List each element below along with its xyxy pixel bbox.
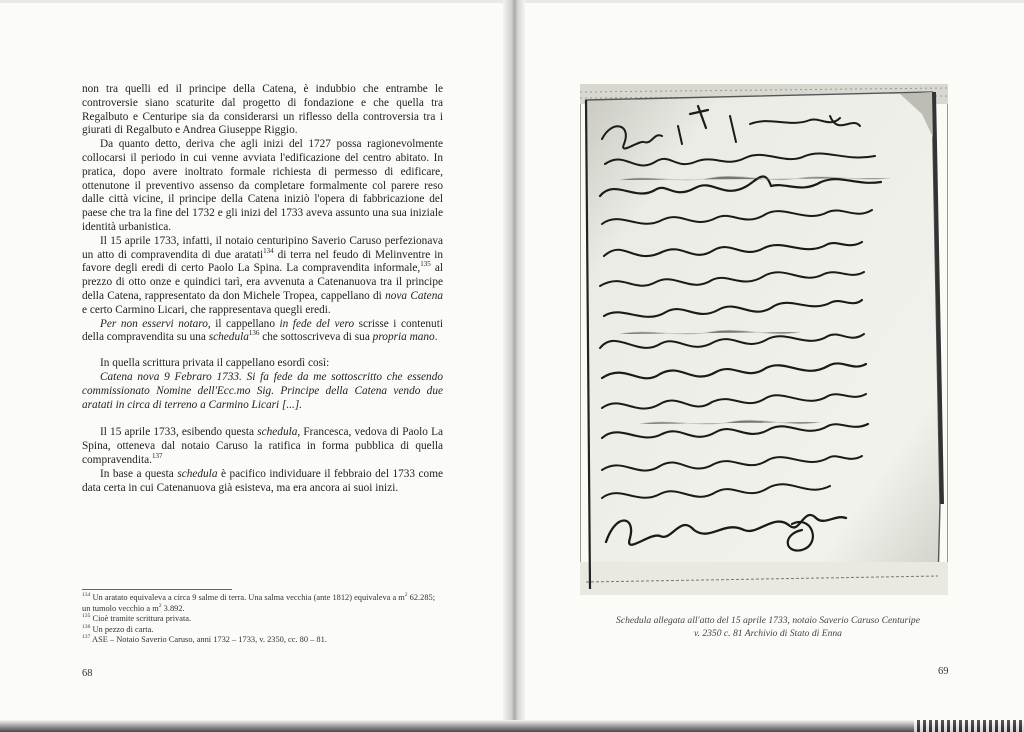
manuscript-photo: [580, 84, 948, 595]
paragraph-5: In quella scrittura privata il cappellano esordì così:: [100, 357, 330, 370]
paragraph-2: Da quanto detto, deriva che agli inizi del 1727 possa ragionevolmente collocarsi il periodo in cui venne avviata l'edificazione del centro abitato. In pratica, dopo avere inoltrato formale richiesta di permesso di edificare, ottenutone il preventivo assenso da completare formalmente col parere reso dalle città vicine, il principe della Catena iniziò l'opera di fabbricazione del paese che tra la fine del 1732 e gli inizi del 1733 aveva assunto una sua iniziale identità urbanistica.: [82, 138, 443, 233]
paragraph-6: Il 15 aprile 1733, esibendo questa schedula, Francesca, vedova di Paolo La Spina, otteneva dal notaio Caruso la ratifica in forma pubblica di quella compravendita.$^{137}$: [82, 426, 443, 466]
paragraph-7: In base a questa schedula è pacifico individuare il febbraio del 1733 come data certa in cui Catenanuova già esisteva, ma era ancora ai suoi inizi.: [82, 467, 443, 494]
scan-bottom-edge: [0, 720, 1024, 732]
page-number-right: 69: [938, 666, 949, 677]
scan-artifact-stripes: [914, 720, 1024, 732]
page-number-left: 68: [82, 668, 93, 679]
footnote-rule: [82, 589, 232, 590]
footnote-ref-137: 137: [151, 452, 163, 461]
handwritten-schedula-image: [580, 84, 948, 595]
footnotes: [82, 593, 442, 646]
caption-line-1: Schedula allegata all'atto del 15 aprile 1733, notaio Saverio Caruso Centuripe: [616, 615, 920, 626]
footnote-ref-135: 135: [420, 260, 431, 269]
paragraph-4: Per non esservi notaro, il cappellano in fede del vero scrisse i contenuti della compravendita su una schedula$^{136}$ che sottoscriveva di sua propria mano.: [82, 317, 443, 344]
left-page-text: [82, 83, 443, 495]
footnote-134: $^{134}$ Un aratato equivaleva a circa 9 salme di terra. Una salma vecchia (ante 1812) equivaleva a $m^2$ 62.285; un tumolo vecchio a $m^2$ 3.892.: [82, 592, 436, 613]
footnote-135: $^{135}$ Cioè tramite scrittura privata.: [82, 613, 192, 624]
caption-line-2: v. 2350 c. 81 Archivio di Stato di Enna: [694, 628, 842, 639]
footnote-136: $^{136}$ Un pezzo di carta.: [82, 623, 154, 634]
footnote-ref-136: 136: [248, 329, 260, 338]
footnote-137: $^{137}$ ASE – Notaio Saverio Caruso, anni 1732 – 1733, v. 2350, cc. 80 – 81.: [82, 634, 327, 645]
photo-caption: [590, 614, 946, 640]
paragraph-3: Il 15 aprile 1733, infatti, il notaio centuripino Saverio Caruso perfezionava un atto di compravendita di due aratati$^{134}$ di terra nel feudo di Melinventre in favore degli eredi di certo Paolo La Spina. La compravendita informale,$^{135}$ al prezzo di otto onze e quindici tarì, era avvenuta a Catenanuova tra il principe della Catena, rappresentato da don Michele Tropea, cappellano di nova Catena e certo Carmino Licari, che rappresentava quegli eredi.: [82, 234, 443, 316]
book-gutter: [503, 0, 525, 732]
paragraph-1: non tra quelli ed il principe della Catena, è indubbio che entrambe le controversie siano scaturite dal progetto di fondazione e che quella tra Regalbuto e Centuripe sia da considerarsi un riflesso della controversia tra i giurati di Regalbuto e Andrea Giuseppe Riggio.: [82, 83, 443, 137]
block-quote: Catena nova 9 Febraro 1733. Si fa fede da me sottoscritto che essendo commissionato Nomine dell'Ecc.mo Sig. Principe della Catena vendo due aratati in circa di terreno a Carmino Licari [...].: [82, 370, 443, 411]
footnote-ref-134: 134: [263, 246, 274, 255]
